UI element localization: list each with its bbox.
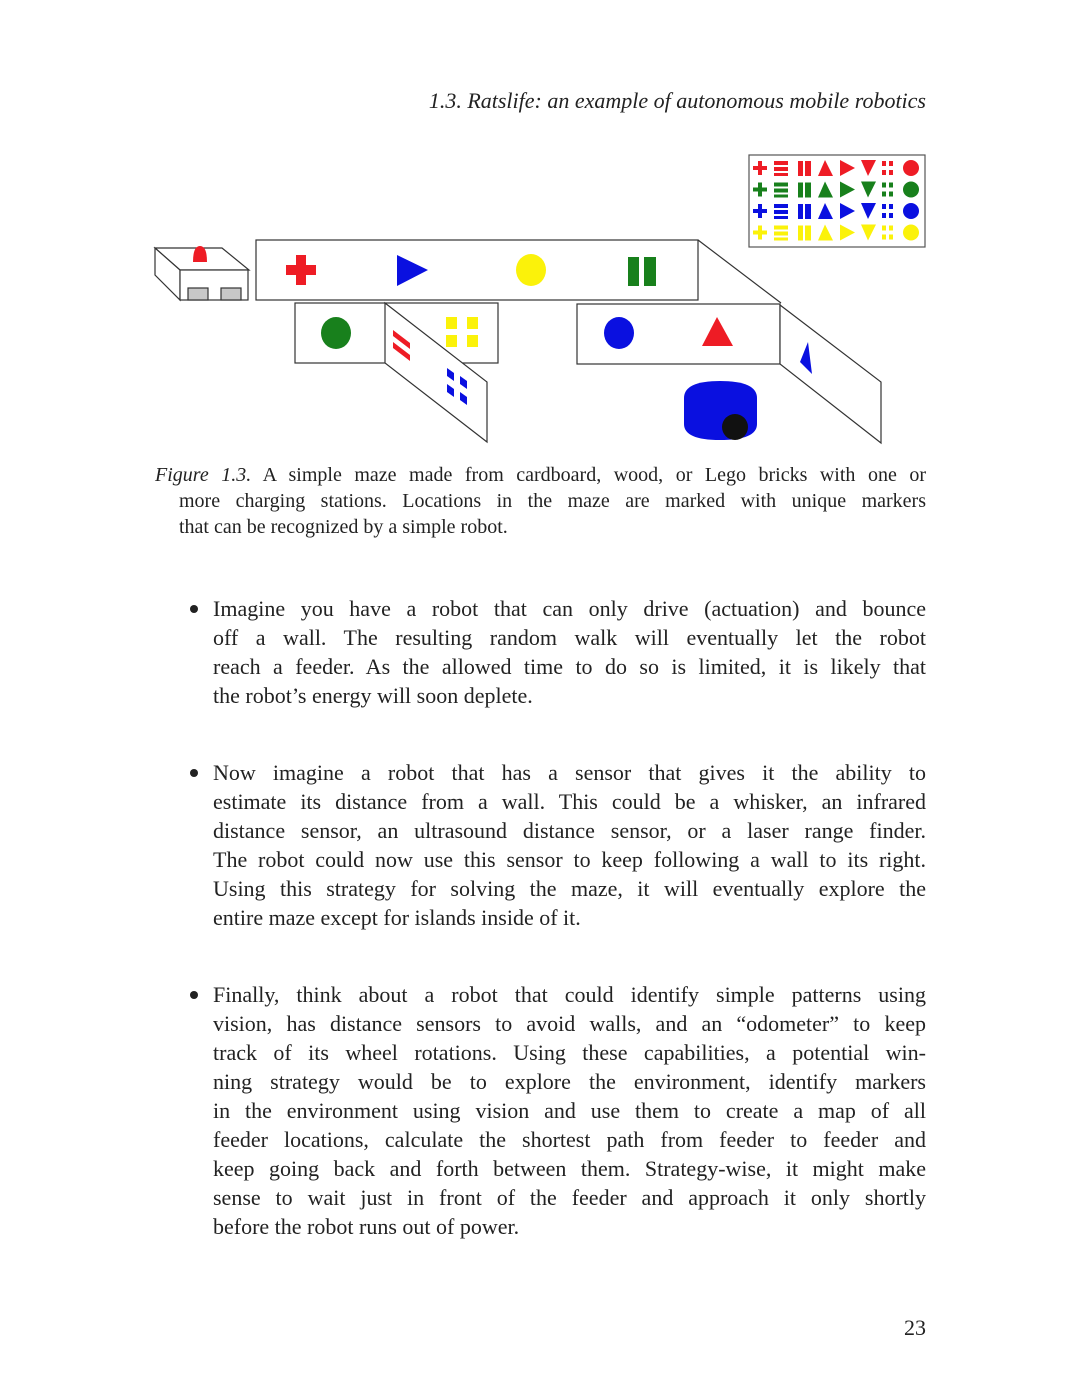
text-line: Imagine you have a robot that can only drive (actuation) and bounce [213, 596, 926, 621]
figure-label: Figure 1.3. [155, 464, 252, 486]
text-line: track of its wheel rotations. Using these capabilities, a potential win- [213, 1040, 926, 1065]
caption-line: A simple maze made from cardboard, wood, or Lego bricks with one or [262, 464, 926, 486]
marker-circle-icon [321, 317, 351, 349]
text-line: estimate its distance from a wall. This could be a whisker, an infrared [213, 789, 926, 814]
text-line: entire maze except for islands inside of it. [213, 905, 581, 930]
bullet-icon [190, 991, 198, 999]
wall-diagonal-edge [698, 240, 781, 303]
legend-marker-red-circle-icon [903, 160, 919, 176]
text-line: Using this strategy for solving the maze, it will eventually explore the [213, 876, 926, 901]
page-number: 23 [904, 1315, 926, 1340]
text-line: off a wall. The resulting random walk will eventually let the robot [213, 625, 926, 650]
text-line: Finally, think about a robot that could identify simple patterns using [213, 982, 926, 1007]
marker-legend [749, 155, 925, 247]
station-door [221, 288, 241, 300]
maze-figure [0, 0, 1080, 460]
text-line: vision, has distance sensors to avoid walls, and an “odometer” to keep [213, 1011, 926, 1036]
text-line: reach a feeder. As the allowed time to do so is limited, it is likely that [213, 654, 926, 679]
bullet-item [190, 594, 926, 710]
text-line: the robot’s energy will soon deplete. [213, 683, 533, 708]
legend-marker-green-equals-icon [774, 183, 788, 198]
running-header: 1.3. Ratslife: an example of autonomous mobile robotics [428, 88, 926, 113]
caption-line: that can be recognized by a simple robot. [179, 516, 508, 538]
text-line: ning strategy would be to explore the environment, identify markers [213, 1069, 926, 1094]
text-line: before the robot runs out of power. [213, 1214, 520, 1239]
legend-marker-red-equals-icon [774, 161, 788, 176]
charging-station [155, 246, 249, 300]
bullet-icon [190, 605, 198, 613]
legend-marker-yellow-equals-icon [774, 226, 788, 241]
caption-line: more charging stations. Locations in the maze are marked with unique markers [179, 490, 926, 512]
legend-marker-green-circle-icon [903, 182, 919, 198]
legend-marker-yellow-circle-icon [903, 225, 919, 241]
text-line: distance sensor, an ultrasound distance sensor, or a laser range finder. [213, 818, 926, 843]
wall-top [256, 240, 698, 300]
text-line: in the environment using vision and use them to create a map of all [213, 1098, 926, 1123]
marker-circle-icon [604, 317, 634, 349]
wall-left [295, 303, 498, 442]
figure-caption [155, 462, 926, 540]
robot [684, 381, 757, 440]
text-line: keep going back and forth between them. Strategy-wise, it might make [213, 1156, 926, 1181]
wall-panel-angled [780, 305, 881, 443]
legend-marker-blue-circle-icon [903, 203, 919, 219]
bullet-item [190, 758, 926, 932]
bullet-item [190, 980, 926, 1241]
marker-circle-icon [516, 254, 546, 286]
text-line: The robot could now use this sensor to keep following a wall to its right. [213, 847, 926, 872]
text-line: feeder locations, calculate the shortest path from feeder to feeder and [213, 1127, 926, 1152]
station-door [188, 288, 208, 300]
text-line: sense to wait just in front of the feeder and approach it only shortly [213, 1185, 926, 1210]
bullet-icon [190, 769, 198, 777]
legend-marker-blue-equals-icon [774, 204, 788, 219]
text-line: Now imagine a robot that has a sensor that gives it the ability to [213, 760, 926, 785]
